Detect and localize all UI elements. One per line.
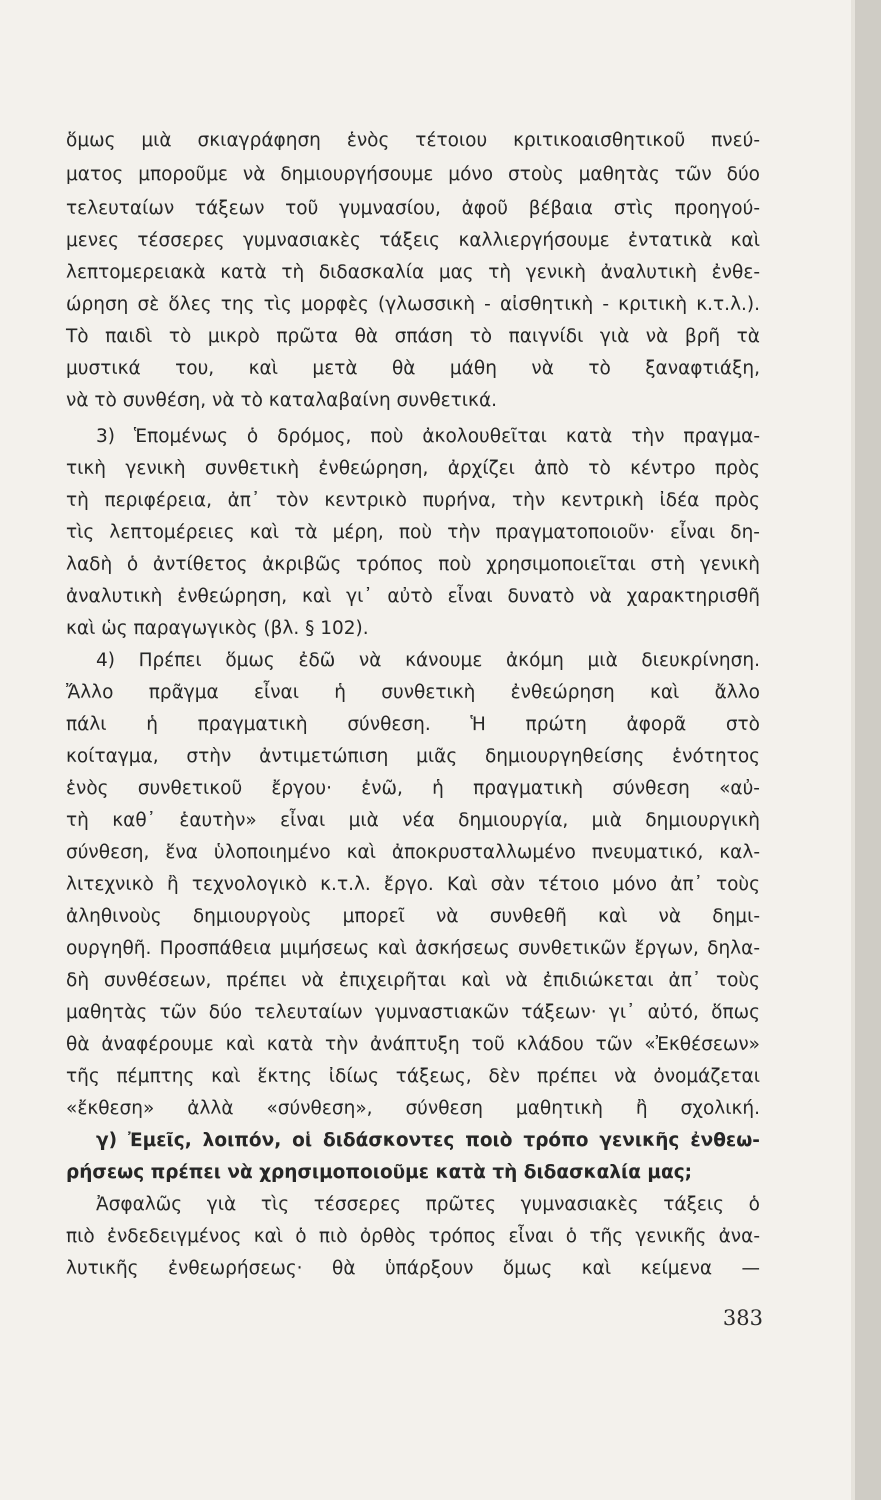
text-line: θὰ ἀναφέρουμε καὶ κατὰ τὴν ἀνάπτυξη τοῦ κλάδου τῶν «Ἐκθέσεων» xyxy=(66,1034,760,1055)
text-line: πάλι ἡ πραγματικὴ σύνθεση. Ἡ πρώτη ἀφορᾶ στὸ xyxy=(66,714,760,735)
text-line: κοίταγμα, στὴν ἀντιμετώπιση μιᾶς δημιουργηθείσης ἑνότητος xyxy=(66,746,760,767)
text-line: ώρηση σὲ ὅλες της τὶς μορφὲς (γλωσσικὴ - αἰσθητικὴ - κριτικὴ κ.τ.λ.). xyxy=(66,294,760,315)
text-line: ἀληθινοὺς δημιουργοὺς μπορεῖ νὰ συνθεθῆ καὶ νὰ δημι- xyxy=(66,906,760,927)
text-line: λυτικῆς ἐνθεωρήσεως· θὰ ὑπάρξουν ὅμως καὶ κείμενα — xyxy=(66,1258,760,1279)
text-line: Τὸ παιδὶ τὸ μικρὸ πρῶτα θὰ σπάση τὸ παιγνίδι γιὰ νὰ βρῆ τὰ xyxy=(66,326,760,347)
text-line: λιτεχνικὸ ἢ τεχνολογικὸ κ.τ.λ. ἔργο. Καὶ σὰν τέτοιο μόνο ἀπ᾽ τοὺς xyxy=(66,874,760,895)
text-line: τὶς λεπτομέρειες καὶ τὰ μέρη, ποὺ τὴν πραγματοποιοῦν· εἶναι δη- xyxy=(66,522,760,543)
text-line: Ἄλλο πρᾶγμα εἶναι ἡ συνθετικὴ ἐνθεώρηση καὶ ἄλλο xyxy=(66,682,760,703)
text-line: πιὸ ἐνδεδειγμένος καὶ ὁ πιὸ ὀρθὸς τρόπος εἶναι ὁ τῆς γενικῆς ἀνα- xyxy=(66,1226,760,1247)
text-line: δὴ συνθέσεων, πρέπει νὰ ἐπιχειρῆται καὶ νὰ ἐπιδιώκεται ἀπ᾽ τοὺς xyxy=(66,970,760,991)
text-line: μυστικά του, καὶ μετὰ θὰ μάθη νὰ τὸ ξαναφτιάξη, xyxy=(66,358,760,379)
page-number: 383 xyxy=(722,1306,763,1330)
text-line: σύνθεση, ἕνα ὑλοποιημένο καὶ ἀποκρυσταλλωμένο πνευματικό, καλ- xyxy=(66,842,760,863)
text-line: τῆς πέμπτης καὶ ἕκτης ἰδίως τάξεως, δὲν πρέπει νὰ ὀνομάζεται xyxy=(66,1066,760,1087)
text-line: «ἔκθεση» ἀλλὰ «σύνθεση», σύνθεση μαθητικὴ ἢ σχολική. xyxy=(66,1098,760,1119)
text-line: ὅμως μιὰ σκιαγράφηση ἑνὸς τέτοιου κριτικοαισθητικοῦ πνεύ- xyxy=(66,130,760,151)
text-line: λαδὴ ὁ ἀντίθετος ἀκριβῶς τρόπος ποὺ χρησιμοποιεῖται στὴ γενικὴ xyxy=(66,554,760,575)
text-line: ἑνὸς συνθετικοῦ ἔργου· ἐνῶ, ἡ πραγματικὴ σύνθεση «αὐ- xyxy=(66,778,760,799)
text-line: λεπτομερειακὰ κατὰ τὴ διδασκαλία μας τὴ γενικὴ ἀναλυτικὴ ἐνθε- xyxy=(66,262,760,283)
text-line: ματος μποροῦμε νὰ δημιουργήσουμε μόνο στοὺς μαθητὰς τῶν δύο xyxy=(66,164,760,185)
text-line: Ἀσφαλῶς γιὰ τὶς τέσσερες πρῶτες γυμνασιακὲς τάξεις ὁ xyxy=(96,1194,760,1215)
text-line: μενες τέσσερες γυμνασιακὲς τάξεις καλλιεργήσουμε ἐντατικὰ καὶ xyxy=(66,230,760,251)
text-line: ἀναλυτικὴ ἐνθεώρηση, καὶ γι᾽ αὐτὸ εἶναι δυνατὸ νὰ χαρακτηρισθῆ xyxy=(66,586,760,607)
text-line: καὶ ὡς παραγωγικὸς (βλ. § 102). xyxy=(66,618,369,639)
text-line: 4) Πρέπει ὅμως ἐδῶ νὰ κάνουμε ἀκόμη μιὰ διευκρίνηση. xyxy=(96,650,760,671)
text-line: τελευταίων τάξεων τοῦ γυμνασίου, ἀφοῦ βέβαια στὶς προηγού- xyxy=(66,198,760,219)
text-line: τὴ καθ᾽ ἑαυτὴν» εἶναι μιὰ νέα δημιουργία, μιὰ δημιουργικὴ xyxy=(66,810,760,831)
text-line: τὴ περιφέρεια, ἀπ᾽ τὸν κεντρικὸ πυρήνα, τὴν κεντρικὴ ἰδέα πρὸς xyxy=(66,490,760,511)
section-heading-line: γ) Ἐμεῖς, λοιπόν, οἱ διδάσκοντες ποιὸ τρόπο γενικῆς ἐνθεω- xyxy=(96,1130,760,1151)
text-line: ουργηθῆ. Προσπάθεια μιμήσεως καὶ ἀσκήσεως συνθετικῶν ἔργων, δηλα- xyxy=(66,938,760,959)
text-line: 3) Ἑπομένως ὁ δρόμος, ποὺ ἀκολουθεῖται κατὰ τὴν πραγμα- xyxy=(96,426,760,447)
text-line: τικὴ γενικὴ συνθετικὴ ἐνθεώρηση, ἀρχίζει ἀπὸ τὸ κέντρο πρὸς xyxy=(66,458,760,479)
text-line: μαθητὰς τῶν δύο τελευταίων γυμναστιακῶν τάξεων· γι᾽ αὐτό, ὅπως xyxy=(66,1002,760,1023)
text-line: νὰ τὸ συνθέση, νὰ τὸ καταλαβαίνη συνθετικά. xyxy=(66,390,498,411)
section-heading-line: ρήσεως πρέπει νὰ χρησιμοποιοῦμε κατὰ τὴ διδασκαλία μας; xyxy=(66,1162,693,1183)
